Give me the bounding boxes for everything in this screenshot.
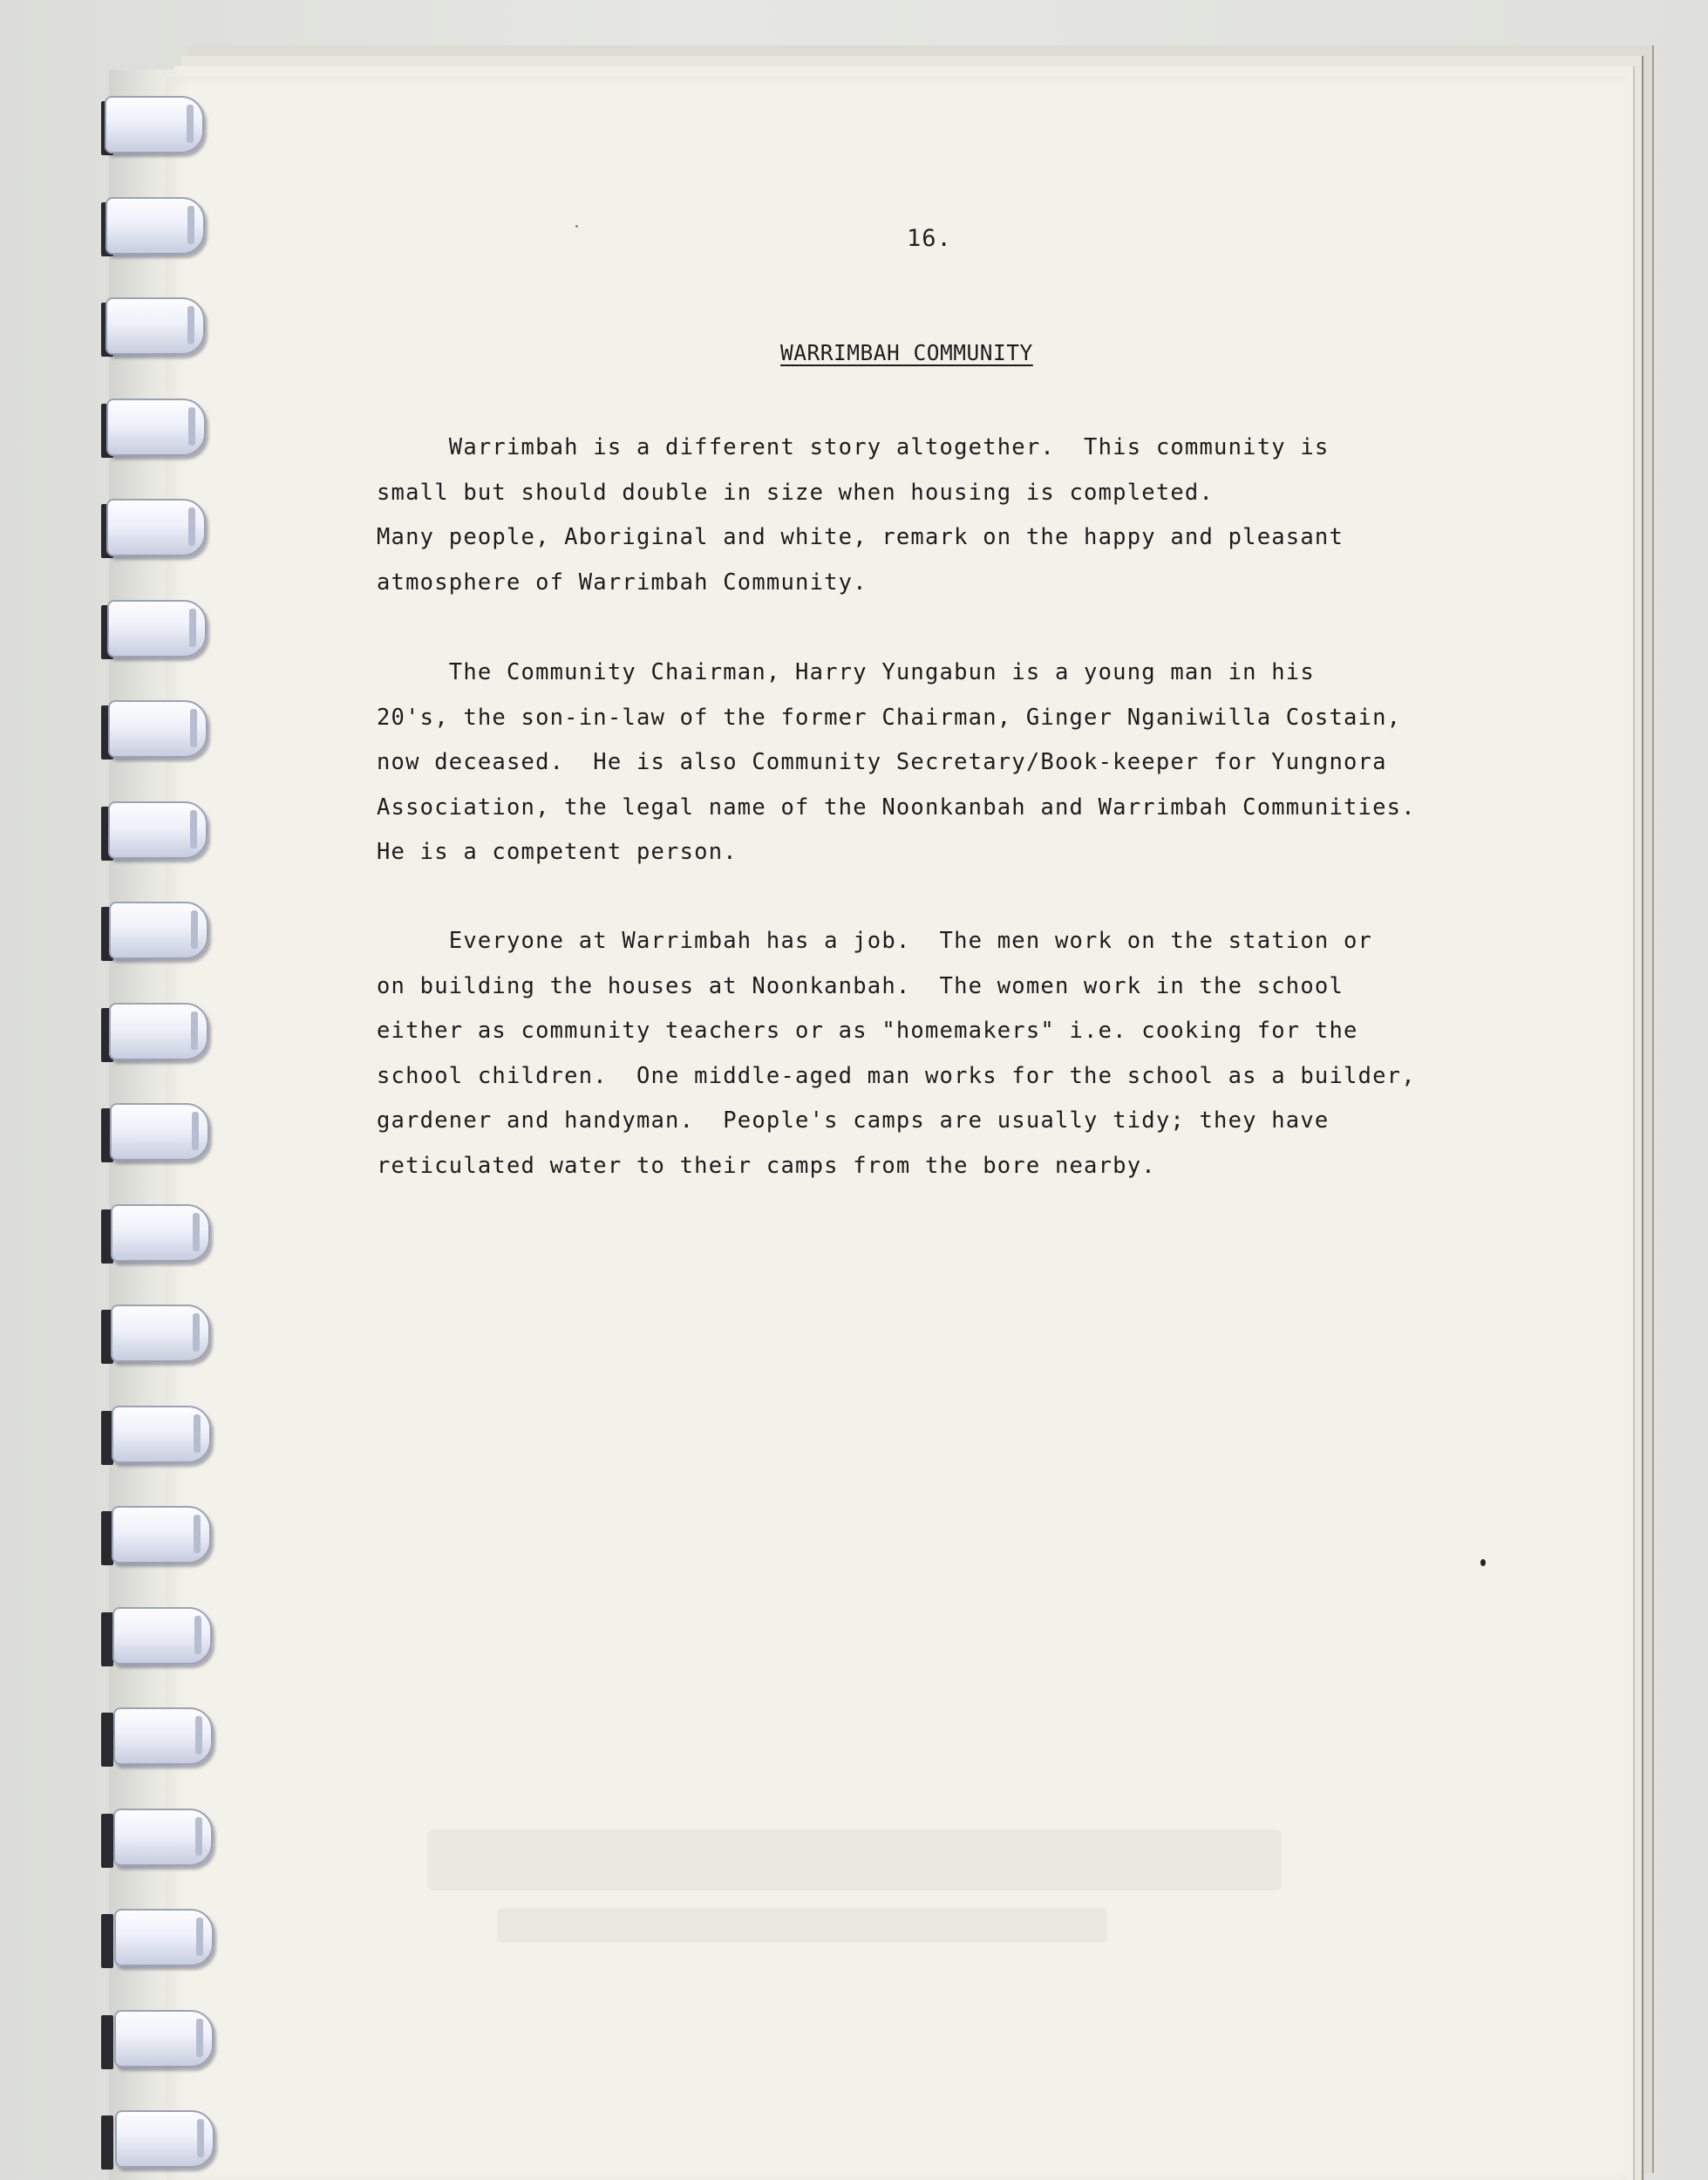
binding-ring [109, 1003, 208, 1060]
binding-ring [114, 1909, 214, 1966]
text-line: either as community teachers or as "homemakers" i.e. cooking for the [377, 1018, 1358, 1044]
text-line: He is a competent person. [377, 839, 738, 865]
binding-ring-shadow [101, 1814, 113, 1868]
binding-ring [113, 1809, 213, 1866]
binding-ring [108, 700, 208, 758]
binding-ring [112, 1406, 211, 1463]
binding-ring [115, 2110, 214, 2168]
binding-ring [106, 399, 206, 456]
paragraph-1 [377, 426, 1528, 605]
text-line: school children. One middle-aged man works for the school as a builder, [377, 1062, 1416, 1089]
binding-ring [107, 600, 207, 657]
binding-ring-shadow [101, 1914, 113, 1968]
text-line: gardener and handyman. People's camps are usually tidy; they have [377, 1107, 1330, 1134]
binding-ring-shadow [101, 1612, 113, 1666]
text-line: on building the houses at Noonkanbah. The women work in the school [377, 972, 1344, 999]
binding-ring [112, 1607, 212, 1665]
text-line: Warrimbah is a different story altogether. This community is [377, 434, 1330, 460]
binding-ring [111, 1305, 210, 1362]
binding-ring-shadow [101, 2015, 113, 2069]
binding-ring-shadow [101, 1713, 113, 1767]
comb-binding [98, 96, 211, 2180]
section-title: WARRIMBAH COMMUNITY [780, 340, 1033, 365]
bleed-through-shadow [427, 1829, 1282, 1890]
ink-speck [575, 225, 578, 228]
binding-ring [105, 297, 205, 355]
binding-ring [108, 801, 208, 859]
binding-ring [113, 1707, 213, 1765]
binding-ring [105, 96, 204, 153]
binding-ring-shadow [101, 2115, 113, 2170]
page-number: 16. [907, 225, 952, 252]
text-line: Association, the legal name of the Noonkanbah and Warrimbah Communities. [377, 794, 1416, 821]
bleed-through-shadow [497, 1908, 1107, 1943]
binding-ring [110, 1103, 209, 1161]
text-line: reticulated water to their camps from the bore nearby. [377, 1152, 1156, 1179]
text-line: 20's, the son-in-law of the former Chairman, Ginger Nganiwilla Costain, [377, 704, 1402, 731]
text-line: Everyone at Warrimbah has a job. The men work on the station or [377, 928, 1373, 954]
paragraph-2 [377, 651, 1528, 875]
ink-speck [1480, 1559, 1486, 1566]
text-line: The Community Chairman, Harry Yungabun is a young man in his [377, 659, 1315, 685]
binding-ring [114, 2010, 214, 2068]
binding-ring [111, 1204, 210, 1262]
text-line: atmosphere of Warrimbah Community. [377, 569, 868, 596]
text-line: small but should double in size when housing is completed. [377, 479, 1215, 506]
binding-ring [106, 499, 206, 556]
binding-ring [105, 197, 205, 255]
binding-ring [109, 902, 208, 959]
text-line: now deceased. He is also Community Secretary/Book-keeper for Yungnora [377, 749, 1387, 775]
text-line: Many people, Aboriginal and white, remark on the happy and pleasant [377, 524, 1344, 550]
paragraph-3 [377, 919, 1528, 1189]
binding-ring [112, 1506, 211, 1563]
